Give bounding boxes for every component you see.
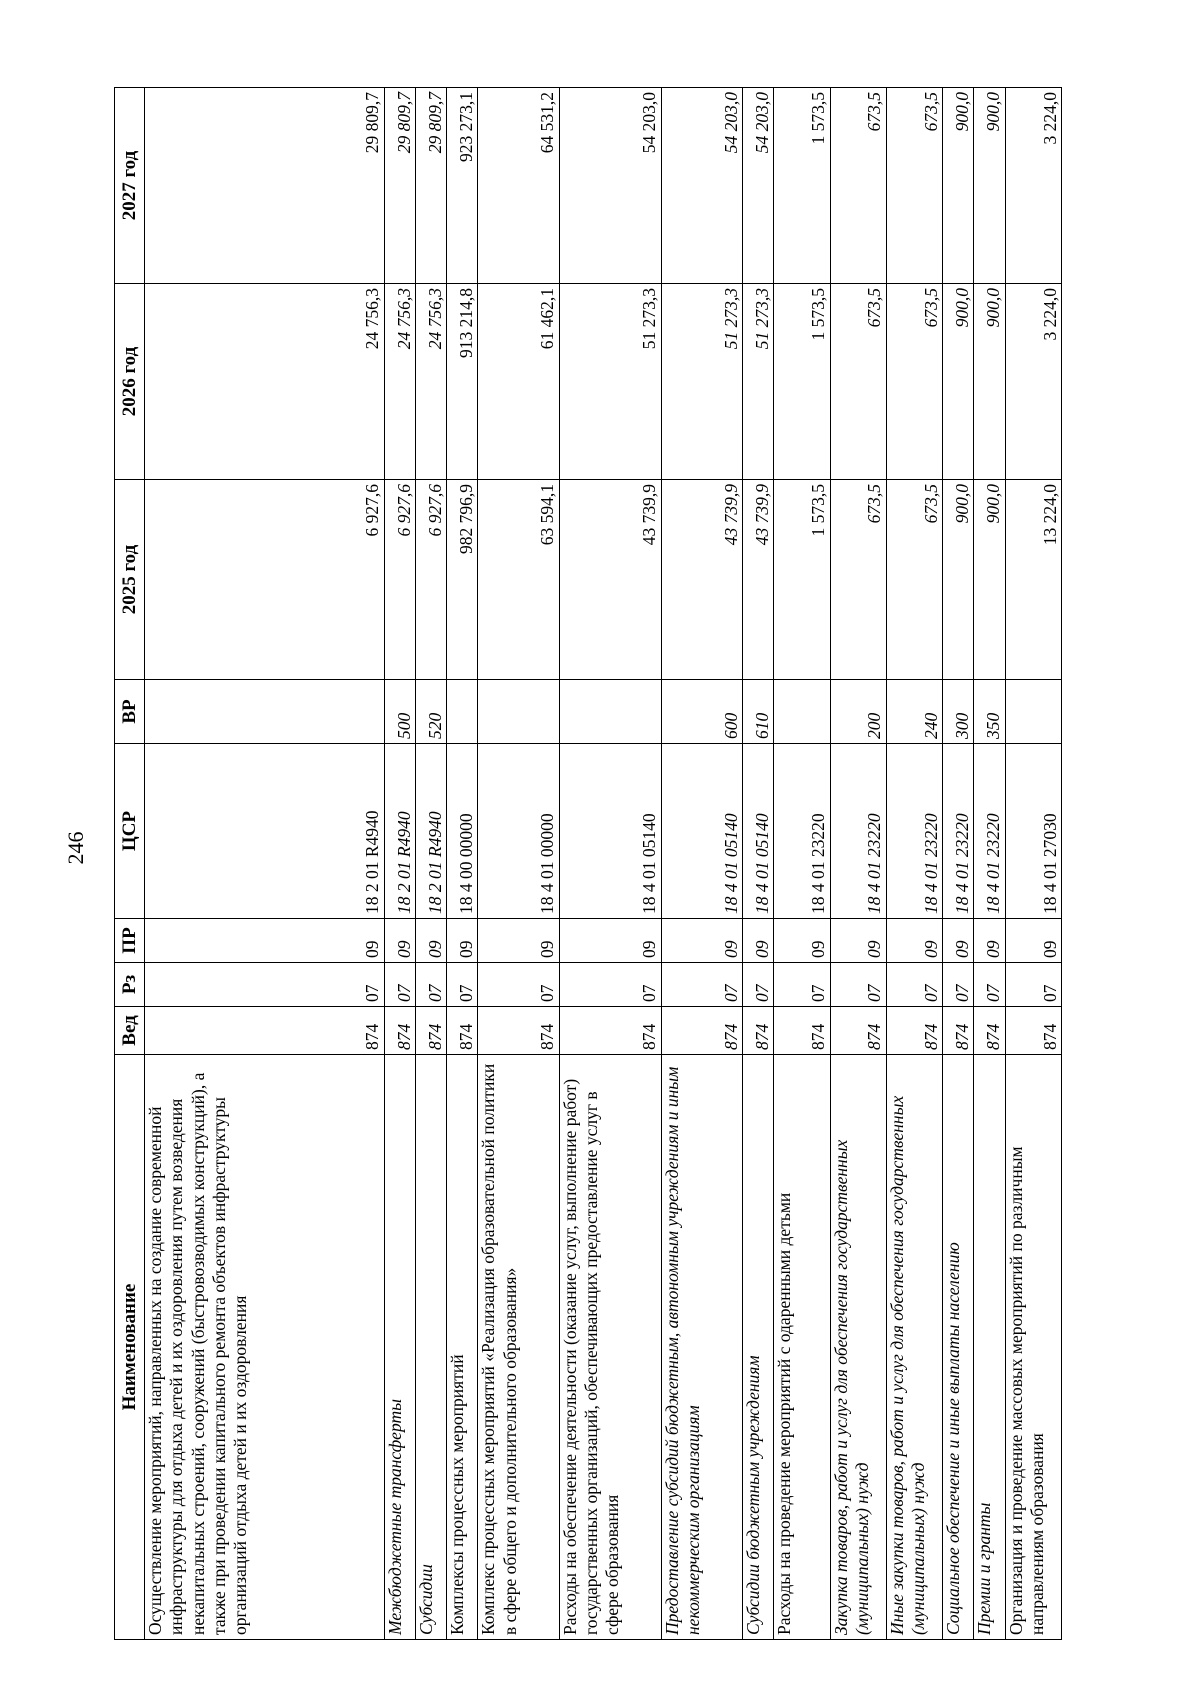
- cell-y2026: 51 273,3: [559, 284, 661, 480]
- cell-y2025: 13 224,0: [1005, 480, 1061, 680]
- header-ved: Вед: [115, 1007, 145, 1055]
- cell-rz: 07: [661, 963, 742, 1007]
- table-row: [830, 88, 886, 1640]
- cell-ved: 874: [1005, 1007, 1061, 1055]
- cell-csr: 18 4 01 05140: [559, 744, 661, 919]
- cell-vr: 300: [943, 680, 974, 744]
- cell-name: Комплексы процессных мероприятий: [447, 1055, 478, 1640]
- cell-y2026: 51 273,3: [661, 284, 742, 480]
- cell-rz: 07: [774, 963, 830, 1007]
- table-body: [145, 88, 1062, 1640]
- cell-vr: 610: [743, 680, 774, 744]
- cell-vr: [478, 680, 559, 744]
- cell-csr: 18 2 01 R4940: [415, 744, 446, 919]
- cell-y2027: 900,0: [974, 88, 1005, 284]
- cell-y2025: 63 594,1: [478, 480, 559, 680]
- table-row: [145, 88, 385, 1640]
- cell-y2026: 24 756,3: [415, 284, 446, 480]
- cell-y2027: 29 809,7: [145, 88, 385, 284]
- cell-pr: 09: [1005, 919, 1061, 963]
- cell-pr: 09: [886, 919, 942, 963]
- cell-csr: 18 4 01 23220: [830, 744, 886, 919]
- cell-ved: 874: [478, 1007, 559, 1055]
- cell-y2027: 3 224,0: [1005, 88, 1061, 284]
- cell-csr: 18 4 01 23220: [886, 744, 942, 919]
- table-row: [743, 88, 774, 1640]
- cell-name: Осуществление мероприятий, направленных на создание современной инфраструктуры для отдыха детей и их оздоровления путем возведения некапитальных строений, сооружений (быстровозводимых конструкций), а также при проведении капитального ремонта объектов инфраструктуры организаций отдыха детей и их оздоровления: [145, 1055, 385, 1640]
- cell-rz: 07: [447, 963, 478, 1007]
- cell-pr: 09: [743, 919, 774, 963]
- cell-vr: [559, 680, 661, 744]
- cell-name: Субсидии бюджетным учреждениям: [743, 1055, 774, 1640]
- table-row: [886, 88, 942, 1640]
- cell-name: Социальное обеспечение и иные выплаты населению: [943, 1055, 974, 1640]
- cell-csr: 18 4 01 27030: [1005, 744, 1061, 919]
- cell-name: Комплекс процессных мероприятий «Реализация образовательной политики в сфере общего и дополнительного образования»: [478, 1055, 559, 1640]
- cell-y2025: 43 739,9: [661, 480, 742, 680]
- cell-y2027: 29 809,7: [384, 88, 415, 284]
- cell-vr: 200: [830, 680, 886, 744]
- cell-vr: [774, 680, 830, 744]
- cell-y2025: 1 573,5: [774, 480, 830, 680]
- cell-pr: 09: [384, 919, 415, 963]
- header-2026: 2026 год: [115, 284, 145, 480]
- cell-vr: 240: [886, 680, 942, 744]
- cell-y2026: 61 462,1: [478, 284, 559, 480]
- cell-y2025: 43 739,9: [559, 480, 661, 680]
- cell-name: Расходы на обеспечение деятельности (оказание услуг, выполнение работ) государственных организаций, обеспечивающих предоставление услуг в сфере образования: [559, 1055, 661, 1640]
- cell-y2025: 673,5: [830, 480, 886, 680]
- cell-rz: 07: [384, 963, 415, 1007]
- cell-rz: 07: [886, 963, 942, 1007]
- cell-y2026: 3 224,0: [1005, 284, 1061, 480]
- cell-vr: [145, 680, 385, 744]
- cell-vr: 600: [661, 680, 742, 744]
- cell-csr: 18 4 01 23220: [774, 744, 830, 919]
- cell-ved: 874: [661, 1007, 742, 1055]
- cell-y2026: 900,0: [974, 284, 1005, 480]
- cell-csr: 18 2 01 R4940: [145, 744, 385, 919]
- cell-y2027: 54 203,0: [743, 88, 774, 284]
- cell-name: Организация и проведение массовых мероприятий по различным направлениям образования: [1005, 1055, 1061, 1640]
- table-row: [478, 88, 559, 1640]
- cell-ved: 874: [145, 1007, 385, 1055]
- cell-y2027: 900,0: [943, 88, 974, 284]
- cell-y2026: 1 573,5: [774, 284, 830, 480]
- cell-csr: 18 4 01 00000: [478, 744, 559, 919]
- cell-pr: 09: [774, 919, 830, 963]
- cell-pr: 09: [943, 919, 974, 963]
- cell-ved: 874: [559, 1007, 661, 1055]
- cell-ved: 874: [974, 1007, 1005, 1055]
- cell-name: Субсидии: [415, 1055, 446, 1640]
- cell-ved: 874: [743, 1007, 774, 1055]
- cell-ved: 874: [384, 1007, 415, 1055]
- cell-name: Премии и гранты: [974, 1055, 1005, 1640]
- table-row: [559, 88, 661, 1640]
- header-vr: ВР: [115, 680, 145, 744]
- cell-y2025: 673,5: [886, 480, 942, 680]
- cell-vr: 520: [415, 680, 446, 744]
- cell-y2025: 43 739,9: [743, 480, 774, 680]
- table-header-row: [115, 88, 145, 1640]
- cell-rz: 07: [415, 963, 446, 1007]
- cell-rz: 07: [145, 963, 385, 1007]
- cell-y2027: 29 809,7: [415, 88, 446, 284]
- cell-rz: 07: [478, 963, 559, 1007]
- cell-pr: 09: [145, 919, 385, 963]
- cell-y2025: 6 927,6: [415, 480, 446, 680]
- table-row: [774, 88, 830, 1640]
- cell-y2027: 673,5: [886, 88, 942, 284]
- cell-y2026: 913 214,8: [447, 284, 478, 480]
- cell-y2025: 6 927,6: [384, 480, 415, 680]
- cell-y2025: 900,0: [943, 480, 974, 680]
- cell-y2027: 1 573,5: [774, 88, 830, 284]
- cell-y2027: 64 531,2: [478, 88, 559, 284]
- cell-ved: 874: [774, 1007, 830, 1055]
- cell-vr: 500: [384, 680, 415, 744]
- header-name: Наименование: [115, 1055, 145, 1640]
- cell-vr: [1005, 680, 1061, 744]
- cell-pr: 09: [830, 919, 886, 963]
- cell-ved: 874: [415, 1007, 446, 1055]
- cell-csr: 18 4 01 05140: [661, 744, 742, 919]
- cell-csr: 18 4 00 00000: [447, 744, 478, 919]
- header-rz: Рз: [115, 963, 145, 1007]
- cell-vr: 350: [974, 680, 1005, 744]
- cell-pr: 09: [974, 919, 1005, 963]
- table-row: [661, 88, 742, 1640]
- cell-name: Закупка товаров, работ и услуг для обеспечения государственных (муниципальных) нужд: [830, 1055, 886, 1640]
- page-number: 246: [63, 831, 88, 865]
- cell-name: Предоставление субсидий бюджетным, автономным учреждениям и иным некоммерческим организациям: [661, 1055, 742, 1640]
- cell-csr: 18 4 01 23220: [943, 744, 974, 919]
- cell-ved: 874: [943, 1007, 974, 1055]
- cell-pr: 09: [415, 919, 446, 963]
- cell-y2026: 51 273,3: [743, 284, 774, 480]
- table-row: [384, 88, 415, 1640]
- table-row: [415, 88, 446, 1640]
- cell-csr: 18 4 01 23220: [974, 744, 1005, 919]
- table-row: [943, 88, 974, 1640]
- cell-csr: 18 2 01 R4940: [384, 744, 415, 919]
- cell-y2025: 6 927,6: [145, 480, 385, 680]
- cell-vr: [447, 680, 478, 744]
- budget-table: [114, 87, 1062, 1640]
- cell-ved: 874: [447, 1007, 478, 1055]
- cell-y2026: 673,5: [830, 284, 886, 480]
- table-row: [447, 88, 478, 1640]
- cell-pr: 09: [559, 919, 661, 963]
- cell-name: Иные закупки товаров, работ и услуг для обеспечения государственных (муниципальных) нужд: [886, 1055, 942, 1640]
- cell-ved: 874: [886, 1007, 942, 1055]
- cell-pr: 09: [478, 919, 559, 963]
- header-pr: ПР: [115, 919, 145, 963]
- cell-name: Межбюджетные трансферты: [384, 1055, 415, 1640]
- header-csr: ЦСР: [115, 744, 145, 919]
- cell-y2027: 673,5: [830, 88, 886, 284]
- table-row: [974, 88, 1005, 1640]
- cell-y2026: 900,0: [943, 284, 974, 480]
- cell-pr: 09: [447, 919, 478, 963]
- cell-y2027: 923 273,1: [447, 88, 478, 284]
- cell-y2025: 982 796,9: [447, 480, 478, 680]
- cell-rz: 07: [743, 963, 774, 1007]
- table-row: [1005, 88, 1061, 1640]
- cell-rz: 07: [1005, 963, 1061, 1007]
- header-2027: 2027 год: [115, 88, 145, 284]
- cell-rz: 07: [943, 963, 974, 1007]
- cell-rz: 07: [559, 963, 661, 1007]
- header-2025: 2025 год: [115, 480, 145, 680]
- cell-ved: 874: [830, 1007, 886, 1055]
- budget-table-sheet: [114, 88, 1062, 1640]
- cell-rz: 07: [830, 963, 886, 1007]
- cell-y2026: 673,5: [886, 284, 942, 480]
- cell-y2027: 54 203,0: [661, 88, 742, 284]
- cell-rz: 07: [974, 963, 1005, 1007]
- cell-csr: 18 4 01 05140: [743, 744, 774, 919]
- cell-pr: 09: [661, 919, 742, 963]
- cell-y2025: 900,0: [974, 480, 1005, 680]
- cell-name: Расходы на проведение мероприятий с одаренными детьми: [774, 1055, 830, 1640]
- cell-y2026: 24 756,3: [384, 284, 415, 480]
- cell-y2027: 54 203,0: [559, 88, 661, 284]
- cell-y2026: 24 756,3: [145, 284, 385, 480]
